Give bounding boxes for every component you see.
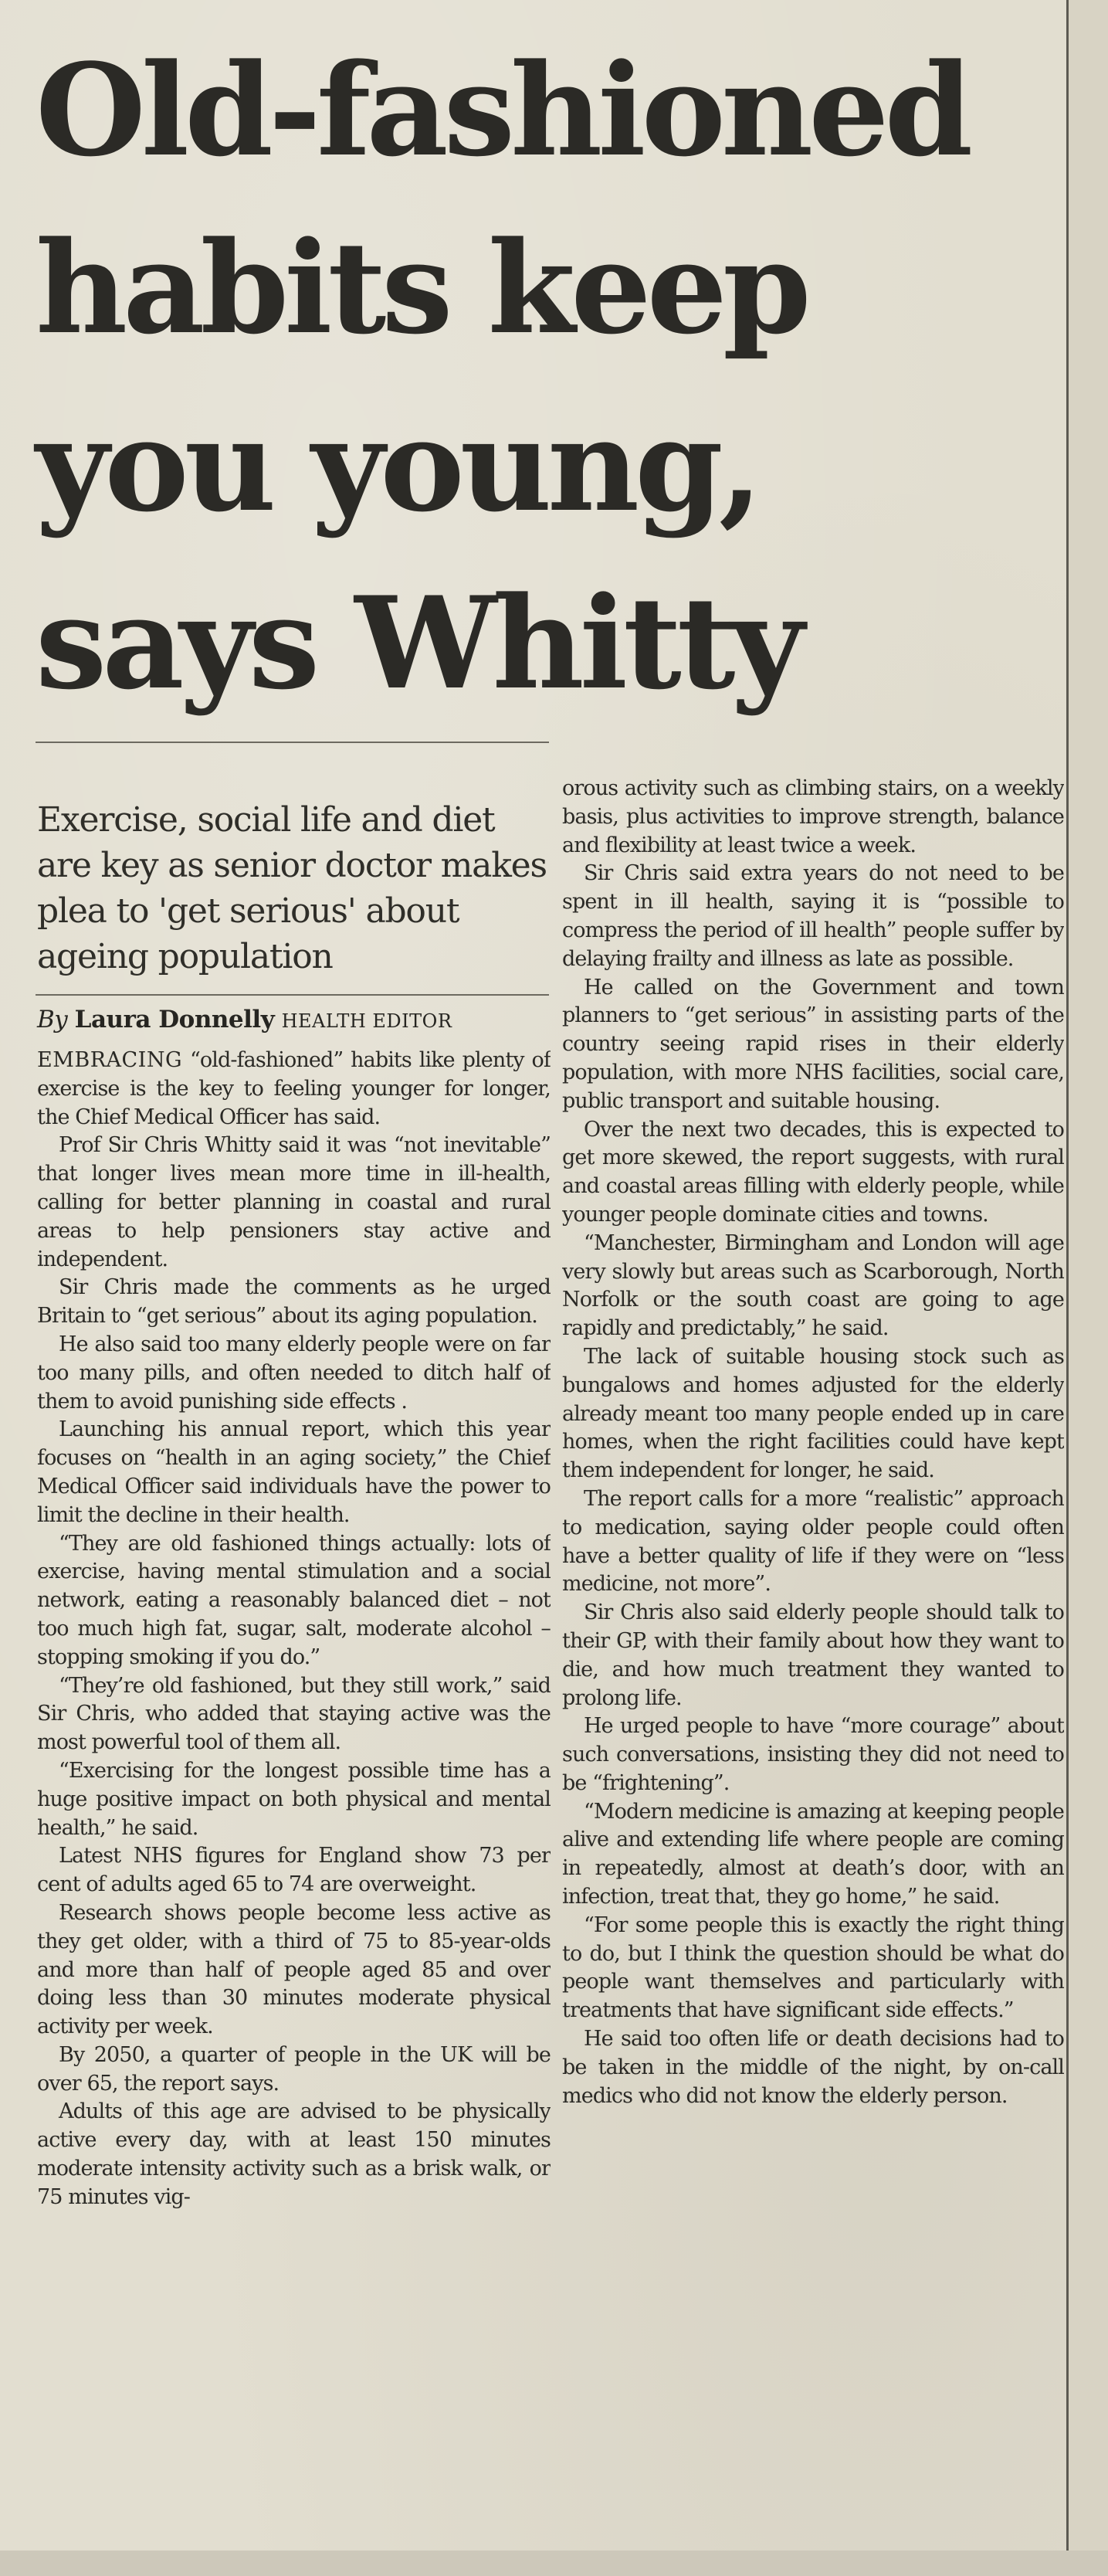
paragraph: He urged people to have “more courage” about such conversations, insisting they did not need to be “frightening”.: [562, 1714, 1064, 1795]
lead-paragraph: [37, 1047, 551, 1132]
paragraph: Sir Chris said extra years do not need to be spent in ill health, saying it is “possible to compress the period of ill health” people suffer by delaying frailty and illness as late as possible.: [562, 861, 1064, 971]
paragraph: He also said too many elderly people were on far too many pills, and often needed to ditch half of them to avoid punishing side effects .: [37, 1332, 551, 1414]
adjacent-page-margin: [1069, 0, 1108, 2576]
headline-line-2: habits keep: [36, 213, 807, 362]
headline: [36, 22, 1055, 732]
paragraph: “Modern medicine is amazing at keeping people alive and extending life where people are coming in repeatedly, almost at death’s door, with an infection, treat that, they go home,” he said.: [562, 1799, 1064, 1909]
headline-line-4: says Whitty: [36, 568, 800, 718]
paragraph: “For some people this is exactly the right thing to do, but I think the question should be what do people want themselves and particularly with treatments that have significant side effects.”: [562, 1912, 1064, 2023]
byline: [37, 1003, 547, 1038]
paragraph: Sir Chris also said elderly people should talk to their GP, with their family about how they want to die, and how much treatment they wanted to prolong life.: [562, 1600, 1064, 1710]
paragraph: Latest NHS figures for England show 73 per cent of adults aged 65 to 74 are overweight.: [37, 1844, 551, 1897]
continuation-paragraph: orous activity such as climbing stairs, on a weekly basis, plus activities to improve strength, balance and flexibility at least twice a week.: [562, 776, 1064, 857]
byline-by: By: [37, 1006, 68, 1033]
lead-caps: EMBRACING: [37, 1048, 183, 1072]
headline-line-3: you young,: [36, 391, 758, 540]
paragraph: He said too often life or death decisions had to be taken in the middle of the night, by on-call medics who did not know the elderly person.: [562, 2027, 1064, 2108]
byline-author-role: HEALTH EDITOR: [281, 1010, 452, 1032]
paragraph: “Manchester, Birmingham and London will age very slowly but areas such as Scarborough, North Norfolk or the south coast are going to age rapidly and predictably,” he said.: [562, 1230, 1064, 1341]
paragraph: Adults of this age are advised to be physically active every day, with at least 150 minutes moderate intensity activity such as a brisk walk, or 75 minutes vig-: [37, 2099, 551, 2209]
lead-text: “old-fashioned” habits like plenty of exercise is the key to feeling younger for longer, the Chief Medical Officer has said.: [37, 1048, 551, 1129]
paragraph: Prof Sir Chris Whitty said it was “not inevitable” that longer lives mean more time in ill-health, calling for better planning in coastal and rural areas to help pensioners stay active and independent.: [37, 1133, 551, 1271]
paragraph: “They’re old fashioned, but they still work,” said Sir Chris, who added that staying active was the most powerful tool of them all.: [37, 1673, 551, 1755]
headline-divider: [36, 742, 549, 743]
column-border-rule: [1066, 0, 1069, 2576]
paragraph: “They are old fashioned things actually: lots of exercise, having mental stimulation and a social network, eating a reasonably balanced diet – not too much high fat, sugar, salt, moderate alcohol – stopping smoking if you do.”: [37, 1531, 551, 1669]
page-bottom-edge: [0, 2551, 1108, 2576]
standfirst: Exercise, social life and diet are key as senior doctor makes plea to 'get serious' about ageing population: [37, 800, 547, 976]
paragraph: Research shows people become less active as they get older, with a third of 75 to 85-year-olds and more than half of people aged 85 and over doing less than 30 minutes moderate physical activity per week.: [37, 1900, 551, 2039]
paragraph: Sir Chris made the comments as he urged Britain to “get serious” about its aging population.: [37, 1275, 551, 1329]
paragraph: He called on the Government and town planners to “get serious” in assisting parts of the country seeing rapid rises in their elderly population, with more NHS facilities, social care, public transport and suitable housing.: [562, 975, 1064, 1113]
paragraph: The lack of suitable housing stock such as bungalows and homes adjusted for the elderly already meant too many people ended up in care homes, when the right facilities could have kept them independent for longer, he said.: [562, 1344, 1064, 1483]
paragraph: Over the next two decades, this is expected to get more skewed, the report suggests, with rural and coastal areas filling with elderly people, while younger people dominate cities and towns.: [562, 1117, 1064, 1227]
headline-line-1: Old-fashioned: [36, 36, 969, 185]
article-column-right: [562, 775, 1064, 2549]
paragraph: Launching his annual report, which this year focuses on “health in an aging society,” the Chief Medical Officer said individuals have the power to limit the decline in their health.: [37, 1417, 551, 1527]
paragraph: The report calls for a more “realistic” approach to medication, saying older people could often have a better quality of life if they were on “less medicine, not more”.: [562, 1486, 1064, 1597]
paragraph: By 2050, a quarter of people in the UK will be over 65, the report says.: [37, 2042, 551, 2096]
byline-author-name: Laura Donnelly: [74, 1006, 275, 1033]
standfirst-divider: [36, 994, 549, 996]
article-column-left: [37, 1047, 551, 2549]
paragraph: “Exercising for the longest possible time has a huge positive impact on both physical and mental health,” he said.: [37, 1758, 551, 1840]
